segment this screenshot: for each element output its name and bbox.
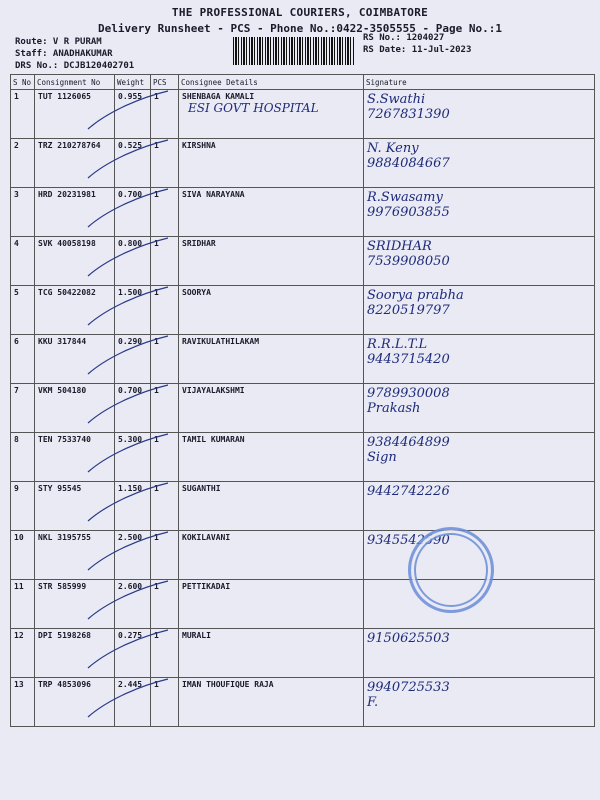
- cell-sno: 13: [11, 678, 35, 727]
- cell-sno: 11: [11, 580, 35, 629]
- cell-consignment-no: SVK 40058198: [35, 237, 115, 286]
- pen-tick: [88, 238, 168, 276]
- runsheet-subtitle: Delivery Runsheet - PCS - Phone No.:0422-3505555 - Page No.:1: [98, 22, 502, 35]
- cell-consignee: SOORYA: [179, 286, 364, 335]
- signature-text: 9442742226: [367, 484, 450, 499]
- cell-sno: 12: [11, 629, 35, 678]
- cell-weight: 2.600: [115, 580, 151, 629]
- cell-sno: 1: [11, 90, 35, 139]
- rs-number: RS No.: 1204027: [363, 33, 445, 43]
- cell-pcs: 1: [151, 286, 179, 335]
- cell-consignee: IMAN THOUFIQUE RAJA: [179, 678, 364, 727]
- cell-consignee: PETTIKADAI: [179, 580, 364, 629]
- signature-text: 9384464899: [367, 435, 450, 450]
- cell-pcs: 1: [151, 237, 179, 286]
- cell-consignee: SRIDHAR: [179, 237, 364, 286]
- signature-text: R.Swasamy: [367, 190, 443, 205]
- cell-consignee: SHENBAGA KAMALI ESI GOVT HOSPITAL: [179, 90, 364, 139]
- signature-text: 8220519797: [367, 303, 450, 318]
- pen-tick: [88, 336, 168, 374]
- pen-tick: [88, 287, 168, 325]
- cell-pcs: 1: [151, 580, 179, 629]
- col-consignment-header: Consignment No: [35, 75, 115, 90]
- cell-weight: 0.955: [115, 90, 151, 139]
- cell-consignee: RAVIKULATHILAKAM: [179, 335, 364, 384]
- cell-consignment-no: KKU 317844: [35, 335, 115, 384]
- cell-pcs: 1: [151, 335, 179, 384]
- cell-consignee: MURALI: [179, 629, 364, 678]
- cell-sno: 6: [11, 335, 35, 384]
- signature-text: F.: [367, 695, 379, 710]
- cell-consignee: SUGANTHI: [179, 482, 364, 531]
- signature-text: SRIDHAR: [367, 239, 432, 254]
- signature-text: Soorya prabha: [367, 288, 464, 303]
- pen-tick: [88, 581, 168, 619]
- cell-pcs: 1: [151, 188, 179, 237]
- signature-text: 9443715420: [367, 352, 450, 367]
- route-label: Route: V R PURAM: [15, 37, 102, 47]
- cell-pcs: 1: [151, 629, 179, 678]
- cell-weight: 0.700: [115, 384, 151, 433]
- cell-consignee: SIVA NARAYANA: [179, 188, 364, 237]
- signature-text: Prakash: [367, 401, 421, 416]
- cell-pcs: 1: [151, 433, 179, 482]
- cell-weight: 1.150: [115, 482, 151, 531]
- signature-text: 9976903855: [367, 205, 450, 220]
- drs-number: DRS No.: DCJB120402701: [15, 61, 135, 71]
- cell-pcs: 1: [151, 531, 179, 580]
- signature-text: 9150625503: [367, 631, 450, 646]
- cell-consignment-no: TCG 50422082: [35, 286, 115, 335]
- pen-tick: [88, 140, 168, 178]
- pen-tick: [88, 483, 168, 521]
- pen-tick: [88, 385, 168, 423]
- signature-text: 7267831390: [367, 107, 450, 122]
- pen-tick: [88, 189, 168, 227]
- signature-text: 9884084667: [367, 156, 450, 171]
- cell-weight: 0.275: [115, 629, 151, 678]
- company-title: THE PROFESSIONAL COURIERS, COIMBATORE: [171, 6, 429, 19]
- cell-pcs: 1: [151, 139, 179, 188]
- cell-weight: 0.800: [115, 237, 151, 286]
- signature-text: S.Swathi: [367, 92, 426, 107]
- cell-consignment-no: STR 585999: [35, 580, 115, 629]
- cell-consignment-no: STY 95545: [35, 482, 115, 531]
- handwritten-annotation: ESI GOVT HOSPITAL: [188, 101, 319, 115]
- signature-text: 9345542590: [367, 533, 450, 548]
- cell-sno: 10: [11, 531, 35, 580]
- cell-weight: 0.700: [115, 188, 151, 237]
- cell-consignee: VIJAYALAKSHMI: [179, 384, 364, 433]
- signature-text: N. Keny: [367, 141, 419, 156]
- cell-pcs: 1: [151, 90, 179, 139]
- staff-label: Staff: ANADHAKUMAR: [15, 49, 113, 59]
- pen-tick: [88, 679, 168, 717]
- cell-weight: 5.300: [115, 433, 151, 482]
- col-signature-header: Signature: [364, 75, 595, 90]
- pen-tick: [88, 630, 168, 668]
- cell-sno: 9: [11, 482, 35, 531]
- col-weight-header: Weight: [115, 75, 151, 90]
- pen-tick: [88, 91, 168, 129]
- cell-pcs: 1: [151, 482, 179, 531]
- cell-consignment-no: VKM 504180: [35, 384, 115, 433]
- cell-consignment-no: TRZ 210278764: [35, 139, 115, 188]
- signature-text: 7539908050: [367, 254, 450, 269]
- cell-pcs: 1: [151, 384, 179, 433]
- cell-consignee: TAMIL KUMARAN: [179, 433, 364, 482]
- col-consignee-header: Consignee Details: [179, 75, 364, 90]
- cell-weight: 0.525: [115, 139, 151, 188]
- cell-sno: 8: [11, 433, 35, 482]
- cell-sno: 7: [11, 384, 35, 433]
- cell-weight: 0.290: [115, 335, 151, 384]
- col-sno-header: S No: [11, 75, 35, 90]
- cell-consignment-no: TUT 1126065: [35, 90, 115, 139]
- cell-consignment-no: DPI 5198268: [35, 629, 115, 678]
- cell-consignment-no: TEN 7533740: [35, 433, 115, 482]
- signature-text: 9789930008: [367, 386, 450, 401]
- cell-consignment-no: NKL 3195755: [35, 531, 115, 580]
- cell-weight: 2.445: [115, 678, 151, 727]
- cell-sno: 2: [11, 139, 35, 188]
- rs-date: RS Date: 11-Jul-2023: [363, 45, 472, 55]
- cell-sno: 4: [11, 237, 35, 286]
- cell-consignment-no: HRD 20231981: [35, 188, 115, 237]
- cell-consignee: KIRSHNA: [179, 139, 364, 188]
- cell-consignee: KOKILAVANI: [179, 531, 364, 580]
- cell-weight: 2.500: [115, 531, 151, 580]
- col-pcs-header: PCS: [151, 75, 179, 90]
- cell-sno: 3: [11, 188, 35, 237]
- cell-sno: 5: [11, 286, 35, 335]
- signature-text: R.R.L.T.L: [367, 337, 428, 352]
- pen-tick: [88, 532, 168, 570]
- pen-tick: [88, 434, 168, 472]
- cell-weight: 1.500: [115, 286, 151, 335]
- cell-consignment-no: TRP 4853096: [35, 678, 115, 727]
- cell-pcs: 1: [151, 678, 179, 727]
- signature-text: Sign: [367, 450, 397, 465]
- signature-text: 9940725533: [367, 680, 450, 695]
